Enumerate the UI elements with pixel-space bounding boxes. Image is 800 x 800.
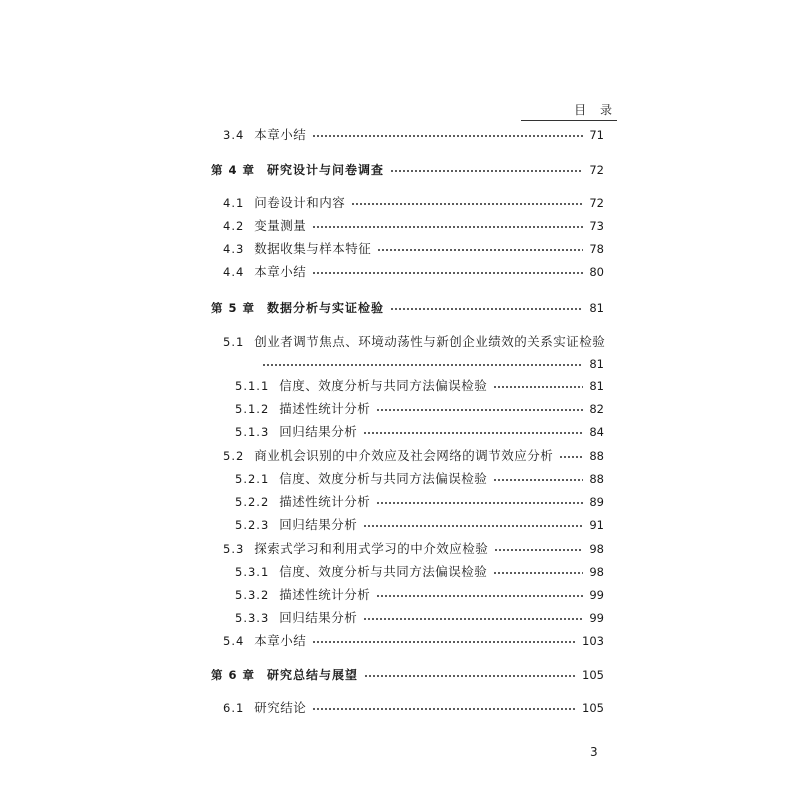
toc-entry xyxy=(235,375,604,397)
toc-entry xyxy=(223,238,604,260)
dot-leader xyxy=(363,520,583,530)
dot-leader xyxy=(559,451,583,461)
toc-entry-page: 89 xyxy=(589,495,604,509)
toc-entry xyxy=(223,630,604,652)
toc-entry-page: 98 xyxy=(589,542,604,556)
toc-entry-page: 72 xyxy=(589,163,604,177)
dot-leader xyxy=(363,613,583,623)
toc-entry xyxy=(256,353,604,375)
toc-chapter-entry xyxy=(211,159,604,181)
toc-entry-number: 5.2.3 xyxy=(235,518,270,532)
toc-entry-title: 数据收集与样本特征 xyxy=(254,241,372,256)
toc-entry-title: 变量测量 xyxy=(254,218,307,233)
toc-entry xyxy=(235,607,604,629)
toc-entry-page: 71 xyxy=(589,128,604,142)
toc-entry xyxy=(235,514,604,536)
toc-entry-page: 81 xyxy=(589,357,604,371)
toc-entry-title: 描述性统计分析 xyxy=(279,401,371,416)
toc-entry xyxy=(223,697,604,719)
toc-entry-title: 数据分析与实证检验 xyxy=(267,301,385,315)
toc-chapter-entry xyxy=(211,297,604,319)
toc-entry-title: 本章小结 xyxy=(254,264,307,279)
toc-entry-number: 第 6 章 xyxy=(211,668,256,682)
toc-entry-number: 5.3 xyxy=(223,542,245,556)
toc-entry xyxy=(223,261,604,283)
toc-entry xyxy=(223,331,605,353)
dot-leader xyxy=(351,198,583,208)
toc-entry-title: 回归结果分析 xyxy=(279,424,358,439)
running-header: 目 录 xyxy=(574,103,617,117)
toc-entry-number: 第 5 章 xyxy=(211,301,256,315)
toc-entry-number: 4.1 xyxy=(223,196,245,210)
toc-entry-title: 信度、效度分析与共同方法偏误检验 xyxy=(279,378,488,393)
toc-entry xyxy=(223,124,604,146)
toc-entry xyxy=(235,468,604,490)
dot-leader xyxy=(390,165,583,175)
toc-entry-number: 5.1 xyxy=(223,335,245,349)
toc-entry-page: 99 xyxy=(589,611,604,625)
dot-leader xyxy=(493,567,583,577)
dot-leader xyxy=(376,497,583,507)
toc-entry-title: 本章小结 xyxy=(254,633,307,648)
toc-entry xyxy=(235,421,604,443)
toc-entry-title: 创业者调节焦点、环境动荡性与新创企业绩效的关系实证检验 xyxy=(254,334,606,349)
toc-entry-page: 73 xyxy=(589,219,604,233)
toc-entry-title: 商业机会识别的中介效应及社会网络的调节效应分析 xyxy=(254,448,554,463)
toc-entry-page: 80 xyxy=(589,265,604,279)
toc-chapter-entry xyxy=(211,664,604,686)
toc-entry-title: 研究设计与问卷调查 xyxy=(267,163,385,177)
dot-leader xyxy=(363,427,583,437)
toc-entry-number: 5.1.1 xyxy=(235,379,270,393)
toc-entry-page: 105 xyxy=(582,668,604,682)
toc-entry-number: 5.3.1 xyxy=(235,565,270,579)
toc-entry-page: 99 xyxy=(589,588,604,602)
toc-entry-number: 4.2 xyxy=(223,219,245,233)
toc-entry-page: 98 xyxy=(589,565,604,579)
toc-entry-page: 81 xyxy=(589,301,604,315)
dot-leader xyxy=(312,703,576,713)
toc-entry xyxy=(223,192,604,214)
toc-entry-title: 问卷设计和内容 xyxy=(254,195,346,210)
dot-leader xyxy=(364,670,576,680)
toc-entry-page: 103 xyxy=(582,634,604,648)
toc-entry-title: 描述性统计分析 xyxy=(279,587,371,602)
header-rule xyxy=(521,120,617,121)
toc-entry-number: 4.4 xyxy=(223,265,245,279)
toc-entry-title: 描述性统计分析 xyxy=(279,494,371,509)
dot-leader xyxy=(312,267,583,277)
toc-entry-page: 105 xyxy=(582,701,604,715)
dot-leader xyxy=(376,404,583,414)
toc-entry xyxy=(235,584,604,606)
toc-entry-number: 第 4 章 xyxy=(211,163,256,177)
toc-entry-title: 研究总结与展望 xyxy=(267,668,359,682)
toc-entry-number: 5.2.1 xyxy=(235,472,270,486)
dot-leader xyxy=(312,221,583,231)
toc-entry-title: 本章小结 xyxy=(254,127,307,142)
dot-leader xyxy=(262,359,583,369)
toc-entry-page: 91 xyxy=(589,518,604,532)
toc-entry-page: 81 xyxy=(589,379,604,393)
toc-entry-number: 5.4 xyxy=(223,634,245,648)
toc-entry-number: 5.1.3 xyxy=(235,425,270,439)
toc-entry-page: 72 xyxy=(589,196,604,210)
toc-entry-number: 6.1 xyxy=(223,701,245,715)
toc-entry xyxy=(223,445,604,467)
toc-entry-page: 88 xyxy=(589,472,604,486)
toc-entry xyxy=(235,398,604,420)
toc-entry-title: 研究结论 xyxy=(254,700,307,715)
toc-entry-title: 信度、效度分析与共同方法偏误检验 xyxy=(279,564,488,579)
toc-entry-title: 探索式学习和利用式学习的中介效应检验 xyxy=(254,541,489,556)
toc-entry xyxy=(235,491,604,513)
toc-entry-title: 信度、效度分析与共同方法偏误检验 xyxy=(279,471,488,486)
toc-entry-page: 82 xyxy=(589,402,604,416)
dot-leader xyxy=(312,636,576,646)
toc-entry-page: 84 xyxy=(589,425,604,439)
toc-entry-number: 4.3 xyxy=(223,242,245,256)
dot-leader xyxy=(377,244,583,254)
toc-entry-page: 78 xyxy=(589,242,604,256)
dot-leader xyxy=(493,381,583,391)
page-number: 3 xyxy=(590,745,598,759)
toc-entry-number: 5.3.3 xyxy=(235,611,270,625)
toc-entry-number: 5.3.2 xyxy=(235,588,270,602)
toc-entry-title: 回归结果分析 xyxy=(279,517,358,532)
dot-leader xyxy=(494,544,583,554)
toc-entry-number: 5.1.2 xyxy=(235,402,270,416)
toc-entry-page: 88 xyxy=(589,449,604,463)
toc-entry-number: 3.4 xyxy=(223,128,245,142)
dot-leader xyxy=(376,590,583,600)
dot-leader xyxy=(493,474,583,484)
dot-leader xyxy=(390,303,583,313)
toc-entry xyxy=(235,561,604,583)
toc-entry-number: 5.2.2 xyxy=(235,495,270,509)
toc-entry-number: 5.2 xyxy=(223,449,245,463)
toc-entry xyxy=(223,215,604,237)
toc-entry xyxy=(223,538,604,560)
toc-entry-title: 回归结果分析 xyxy=(279,610,358,625)
dot-leader xyxy=(312,130,583,140)
